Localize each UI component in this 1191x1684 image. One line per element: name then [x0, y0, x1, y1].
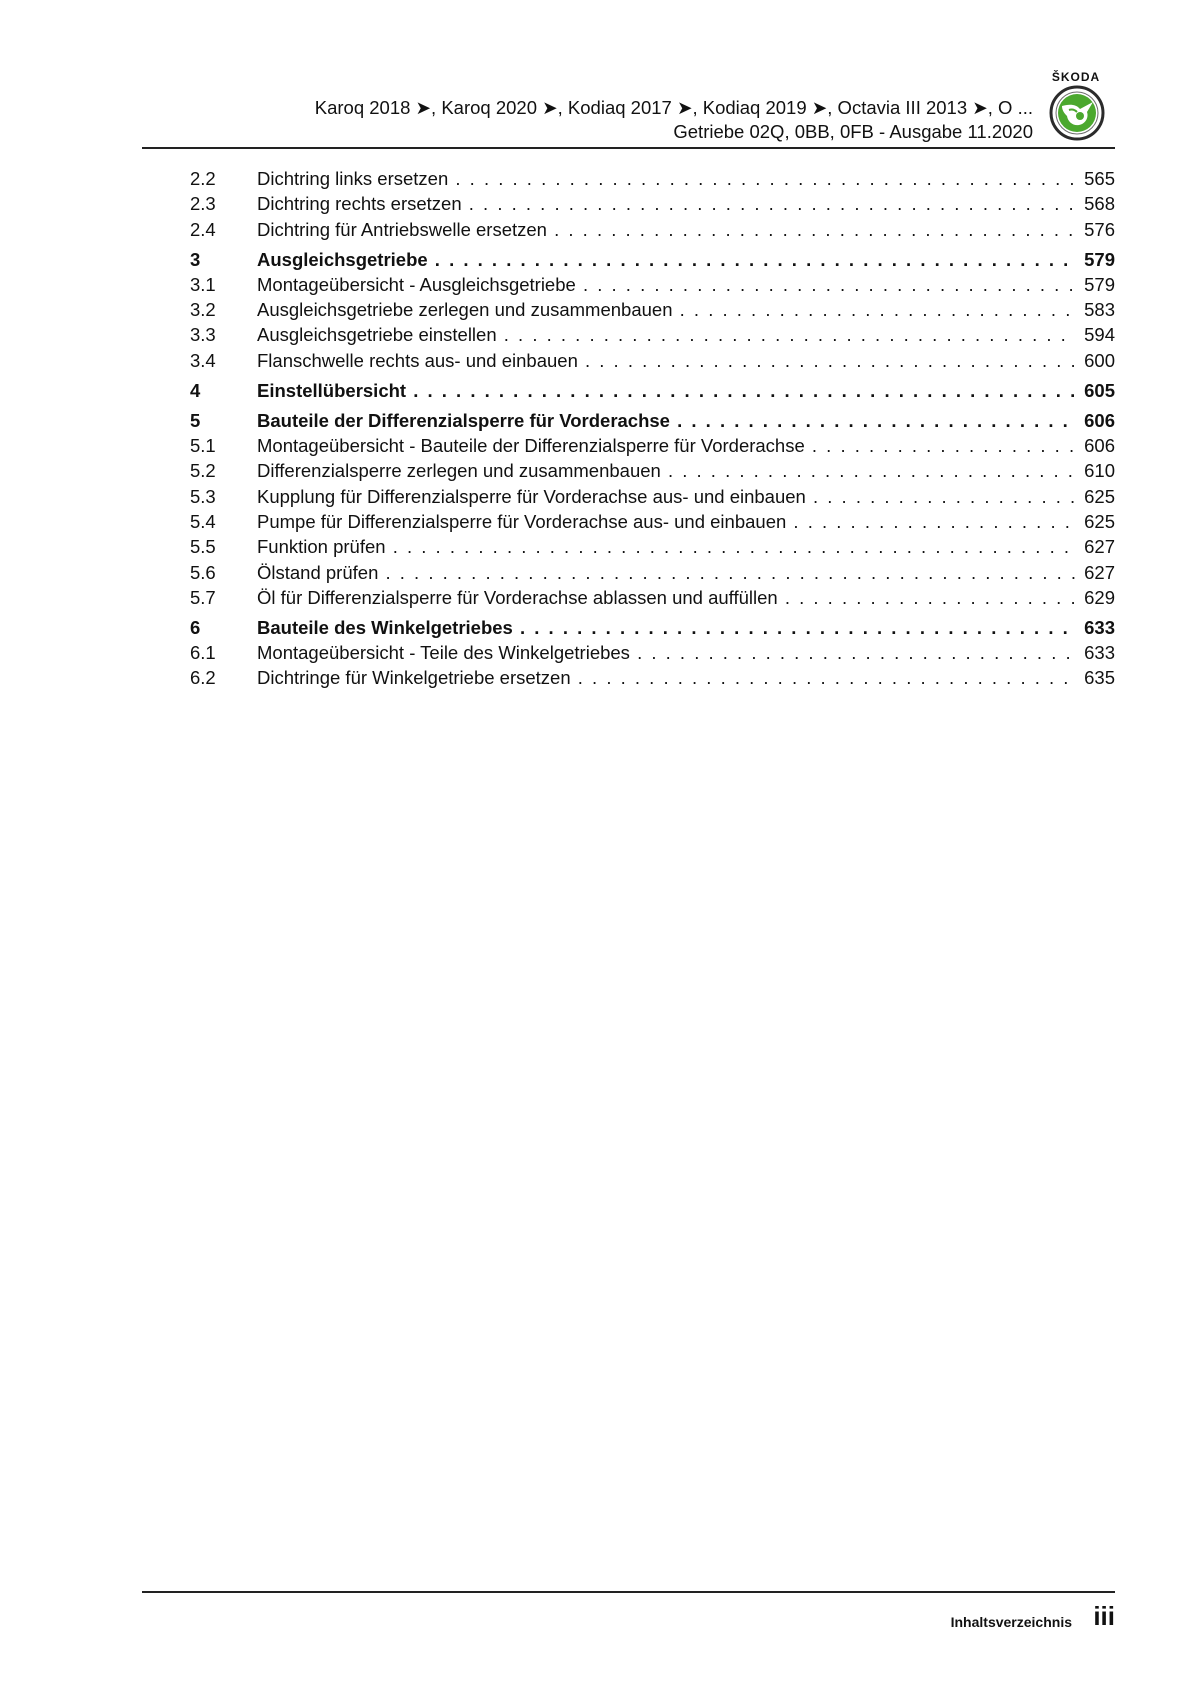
toc-page-number: 583: [1084, 299, 1115, 321]
toc-page-number: 594: [1084, 324, 1115, 346]
footer-section-title: Inhaltsverzeichnis: [950, 1614, 1072, 1630]
toc-row[interactable]: [190, 191, 1115, 216]
toc-page-number: 576: [1084, 218, 1115, 240]
toc-title: Flanschwelle rechts aus- und einbauen . . .: [257, 348, 1075, 373]
toc-row[interactable]: [190, 665, 1115, 690]
toc-row[interactable]: [190, 484, 1115, 509]
toc-title: Montageübersicht - Ausgleichsgetriebe . . .: [257, 272, 1075, 297]
toc-page-number: 629: [1084, 586, 1115, 608]
toc-title: Pumpe für Differenzialsperre für Vorderachse aus- und einbauen . . .: [257, 509, 1075, 534]
toc-number: 5.3: [190, 485, 216, 507]
toc-title: Dichtring links ersetzen . . .: [257, 166, 1075, 191]
toc-row[interactable]: [190, 585, 1115, 610]
toc-title: Einstellübersicht . . .: [257, 378, 1075, 403]
toc-title: Montageübersicht - Bauteile der Differenzialsperre für Vorderachse . . .: [257, 433, 1075, 458]
toc-row[interactable]: [190, 433, 1115, 458]
toc-number: 4: [190, 379, 201, 401]
toc-row[interactable]: [190, 458, 1115, 483]
toc-number: 3.2: [190, 299, 216, 321]
toc-number: 5.6: [190, 561, 216, 583]
toc-number: 6.1: [190, 642, 216, 664]
toc-page-number: 625: [1084, 510, 1115, 532]
toc-title: Bauteile des Winkelgetriebes . . .: [257, 615, 1075, 640]
toc-title: Dichtringe für Winkelgetriebe ersetzen . . .: [257, 665, 1075, 690]
toc-page-number: 633: [1084, 642, 1115, 664]
toc-page-number: 579: [1084, 248, 1115, 270]
toc-page-number: 625: [1084, 485, 1115, 507]
skoda-logo-icon: [1049, 85, 1105, 141]
toc-chapter-row[interactable]: [190, 615, 1115, 640]
toc-page-number: 635: [1084, 667, 1115, 689]
toc-title: Ausgleichsgetriebe einstellen . . .: [257, 322, 1075, 347]
toc-title: Funktion prüfen . . .: [257, 534, 1075, 559]
toc-number: 2.3: [190, 193, 216, 215]
toc-title: Montageübersicht - Teile des Winkelgetriebes . . .: [257, 640, 1075, 665]
toc-number: 5.4: [190, 510, 216, 532]
toc-row[interactable]: [190, 534, 1115, 559]
toc-number: 3.3: [190, 324, 216, 346]
toc-number: 5.2: [190, 460, 216, 482]
toc-number: 2.2: [190, 168, 216, 189]
toc-number: 3.4: [190, 349, 216, 371]
toc-page-number: 568: [1084, 193, 1115, 215]
toc-number: 5.1: [190, 435, 216, 457]
toc-row[interactable]: [190, 297, 1115, 322]
toc-page-number: 606: [1084, 435, 1115, 457]
toc-title: Öl für Differenzialsperre für Vorderachse ablassen und auffüllen . . .: [257, 585, 1075, 610]
toc-page-number: 579: [1084, 273, 1115, 295]
toc-number: 5.5: [190, 536, 216, 558]
header-models: Karoq 2018 ➤, Karoq 2020 ➤, Kodiaq 2017 ➤, Kodiaq 2019 ➤, Octavia III 2013 ➤, O ...: [314, 97, 1033, 118]
toc-number: 3.1: [190, 273, 216, 295]
toc-title: Kupplung für Differenzialsperre für Vorderachse aus- und einbauen . . .: [257, 484, 1075, 509]
toc-row[interactable]: [190, 166, 1115, 191]
toc-title: Differenzialsperre zerlegen und zusammenbauen . . .: [257, 458, 1075, 483]
header-divider: [142, 147, 1115, 149]
toc-chapter-row[interactable]: [190, 247, 1115, 272]
toc-chapter-row[interactable]: [190, 378, 1115, 403]
toc-page-number: 627: [1084, 561, 1115, 583]
toc-title: Bauteile der Differenzialsperre für Vorderachse . . .: [257, 408, 1075, 433]
toc-title: Ölstand prüfen . . .: [257, 560, 1075, 585]
toc-page-number: 565: [1084, 168, 1115, 189]
toc-number: 2.4: [190, 218, 216, 240]
table-of-contents: [190, 166, 1115, 691]
toc-number: 6.2: [190, 667, 216, 689]
toc-row[interactable]: [190, 217, 1115, 242]
footer-divider: [142, 1591, 1115, 1593]
toc-page-number: 605: [1084, 379, 1115, 401]
toc-number: 3: [190, 248, 201, 270]
brand-wordmark: ŠKODA: [1051, 70, 1101, 84]
toc-row[interactable]: [190, 509, 1115, 534]
toc-title: Ausgleichsgetriebe zerlegen und zusammenbauen . . .: [257, 297, 1075, 322]
toc-title: Ausgleichsgetriebe . . .: [257, 247, 1075, 272]
toc-number: 6: [190, 616, 201, 638]
toc-page-number: 606: [1084, 409, 1115, 431]
toc-chapter-row[interactable]: [190, 408, 1115, 433]
toc-title: Dichtring für Antriebswelle ersetzen . . .: [257, 217, 1075, 242]
toc-number: 5: [190, 409, 201, 431]
toc-row[interactable]: [190, 322, 1115, 347]
toc-page-number: 600: [1084, 349, 1115, 371]
toc-row[interactable]: [190, 348, 1115, 373]
footer-page-number: iii: [1093, 1601, 1115, 1631]
toc-row[interactable]: [190, 560, 1115, 585]
toc-row[interactable]: [190, 272, 1115, 297]
toc-page-number: 627: [1084, 536, 1115, 558]
toc-page-number: 633: [1084, 616, 1115, 638]
toc-title: Dichtring rechts ersetzen . . .: [257, 191, 1075, 216]
toc-page-number: 610: [1084, 460, 1115, 482]
header-edition: Getriebe 02Q, 0BB, 0FB - Ausgabe 11.2020: [673, 121, 1033, 142]
toc-number: 5.7: [190, 586, 216, 608]
toc-row[interactable]: [190, 640, 1115, 665]
